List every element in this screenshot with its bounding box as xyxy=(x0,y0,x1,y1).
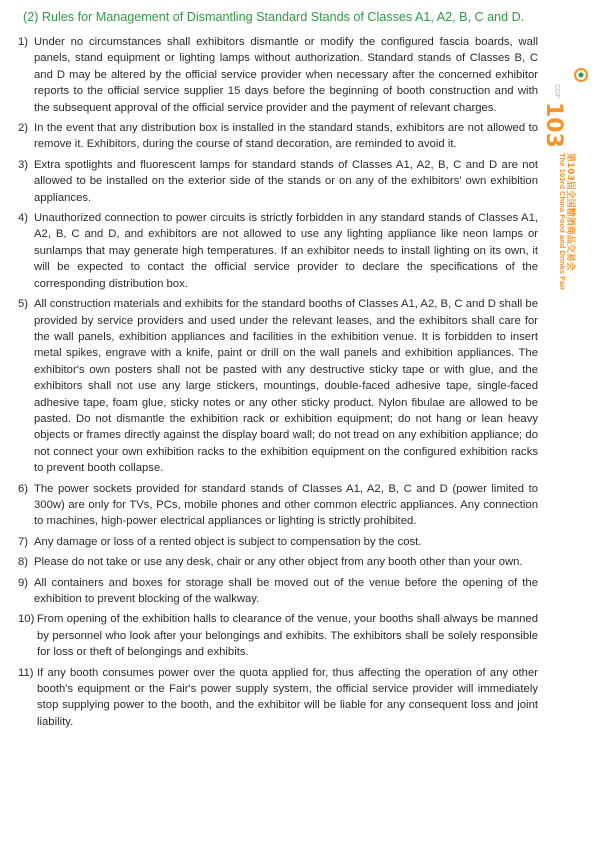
list-item xyxy=(18,534,538,550)
rules-list xyxy=(18,34,538,734)
item-text: If any booth consumes power over the quota applied for, thus affecting the operation of any other booth's equipment or the Fair's power supply system, the official service provider will immediately stop supplying power to the booth, and the exhibitor will be liable for any consequent loss and joint liability. xyxy=(37,666,538,728)
item-text: Unauthorized connection to power circuits is strictly forbidden in any standard stands of Classes A1, A2, B, C and D, and exhibitors are not allowed to use any lighting appliance like neon lamps or sunlamps that may generate high temperatures. If an exhibitor needs to install lighting on its own, it will be expected to contact the official service provider to declare the specifications of the corresponding distribution box. xyxy=(34,212,538,290)
item-text: Extra spotlights and fluorescent lamps for standard stands of Classes A1, A2, B, C and D are not allowed to be installed on the exterior side of the stands or on any of the exhibitors' own exhibition appliances. xyxy=(34,158,538,204)
fair-number: 103 xyxy=(541,102,566,148)
item-text: Under no circumstances shall exhibitors dismantle or modify the configured fascia boards, wall panels, stand equipment or lighting lamps without authorization. Standard stands of Classes B, C and D may be altered by the official service provider when necessary after the concerned exhibitor reports to the official service supplier 15 days before the beginning of booth construction and with the subsequent approval of the official service provider and the payment of relevant charges. xyxy=(34,36,538,114)
logo-text: CDF xyxy=(553,84,560,99)
item-text: Please do not take or use any desk, chair or any other object from any booth other than your own. xyxy=(34,556,523,569)
fair-name-english: The 103rd China Food and Drinks Fair xyxy=(558,153,567,291)
item-number: 8) xyxy=(18,556,29,569)
list-item xyxy=(18,210,538,292)
item-text: The power sockets provided for standard stands of Classes A1, A2, B, C and D (power limited to 300w) are only for TVs, PCs, mobile phones and other common electric appliances. Any connection to machines, high-power electrical appliances or lighting is strictly prohibited. xyxy=(34,482,538,528)
item-text: In the event that any distribution box is installed in the standard stands, exhibitors are not allowed to remove it. Exhibitors, during the course of stand decoration, are reminded to avoid it. xyxy=(34,122,538,151)
item-number: 7) xyxy=(18,535,29,548)
item-number: 5) xyxy=(18,298,29,311)
item-text: All construction materials and exhibits for the standard booths of Classes A1, A2, B, C and D shall be provided by service providers and used under the relevant leases, and the exhibitors shall care for the wall panels, exhibition appliances and facilities in the exhibition venue. It is forbidden to insert metal spikes, engrave with a knife, paint or drill on the wall panels and exhibition appliances. The exhibitor's own posters shall not be pasted with any destructive sticky tape or with glue, and the exhibitors shall not use any large stickers, mountings, double-faced adhesive tape, single-faced adhesive tape, foam glue, sticky notes or any other sticky product. Nylon fibulae are allowed to be pasted. Do not dismantle the exhibition rack or exhibition equipment; do not hang or lean heavy objects or frames directly against the display board wall; do not tread on any exhibition appliance; do not connect your own exhibition racks to the exhibition equipment on the configured exhibition racks to prevent booth collapse. xyxy=(34,298,538,475)
list-item xyxy=(18,157,538,206)
item-number: 2) xyxy=(18,122,29,135)
list-item xyxy=(18,575,538,608)
item-number: 4) xyxy=(18,212,29,225)
list-item xyxy=(18,665,538,731)
list-item xyxy=(18,34,538,116)
list-item xyxy=(18,120,538,153)
item-text: All containers and boxes for storage shall be moved out of the venue before the opening of the exhibition to prevent blocking of the walkway. xyxy=(34,576,538,605)
fair-logo-icon xyxy=(572,66,590,84)
section-heading: (2) Rules for Management of Dismantling Standard Stands of Classes A1, A2, B, C and D. xyxy=(23,10,525,24)
fair-name-chinese: 第103届全国糖酒商品交易会 xyxy=(565,153,575,271)
item-text: From opening of the exhibition halls to clearance of the venue, your booths shall always be manned by personnel who look after your belongings and exhibits. The exhibitors shall be solely responsible for loss or theft of belongings and exhibits. xyxy=(37,613,538,659)
list-item xyxy=(18,296,538,476)
item-number: 10) xyxy=(18,613,35,626)
item-number: 3) xyxy=(18,158,29,171)
fair-logo-sidebar xyxy=(541,58,596,291)
item-number: 11) xyxy=(18,666,34,679)
item-number: 6) xyxy=(18,482,29,495)
item-text: Any damage or loss of a rented object is subject to compensation by the cost. xyxy=(34,535,422,548)
list-item xyxy=(18,611,538,660)
list-item xyxy=(18,481,538,530)
item-number: 9) xyxy=(18,576,29,589)
item-number: 1) xyxy=(18,36,29,48)
list-item xyxy=(18,554,538,570)
